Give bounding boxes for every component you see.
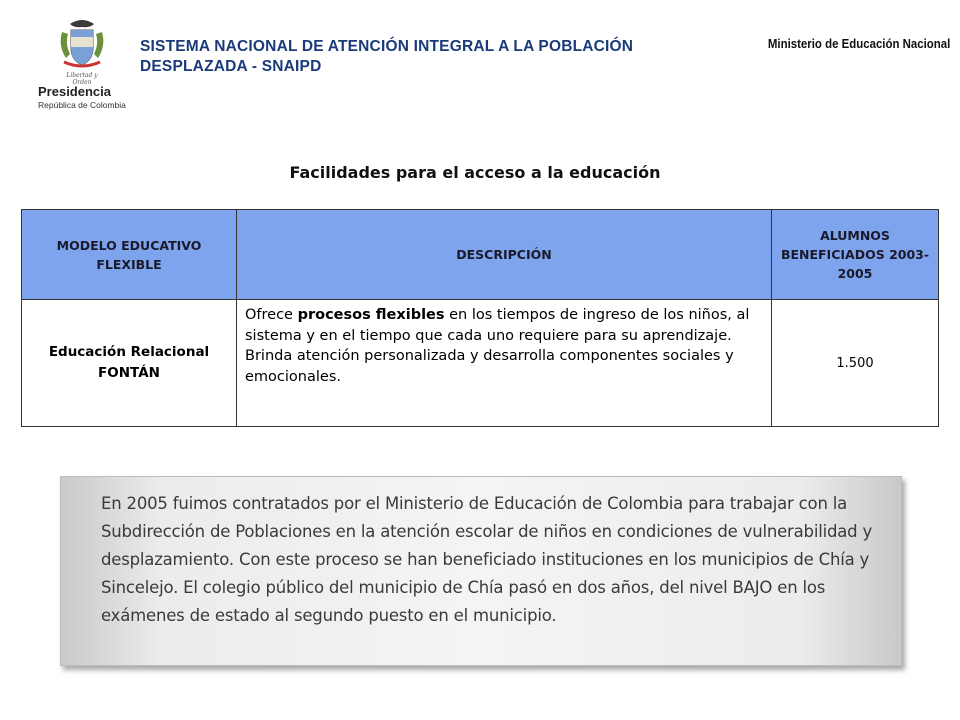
description-text: Ofrece — [245, 307, 298, 323]
education-models-table — [21, 209, 939, 427]
logo-title: Presidencia — [38, 84, 111, 99]
model-cell: Educación Relacional FONTÁN — [22, 300, 237, 427]
project-summary-box — [60, 476, 902, 666]
column-header-model: MODELO EDUCATIVO FLEXIBLE — [22, 210, 237, 300]
logo-subtitle: República de Colombia — [38, 100, 126, 110]
column-header-students: ALUMNOS BENEFICIADOS 2003-2005 — [772, 210, 939, 300]
column-header-description: DESCRIPCIÓN — [237, 210, 772, 300]
project-summary-text: En 2005 fuimos contratados por el Ministerio de Educación de Colombia para trabajar con la Subdirección de Poblaciones en la atención escolar de niños en condiciones de vulnerabilidad y desplazamiento. Con este proceso se han beneficiado instituciones en los municipios de Chía y Sincelejo. El colegio público del municipio de Chía pasó en dos años, del nivel BAJO en los exámenes de estado al segundo puesto en el municipio. — [101, 494, 873, 625]
page-title: Facilidades para el acceso a la educación — [289, 163, 661, 182]
description-highlight: procesos flexibles — [297, 307, 445, 323]
description-cell — [237, 300, 772, 427]
students-cell: 1.500 — [772, 300, 939, 427]
ministry-name: Ministerio de Educación Nacional — [767, 36, 950, 51]
presidencia-logo — [34, 18, 130, 114]
table-row — [22, 300, 939, 427]
system-title: SISTEMA NACIONAL DE ATENCIÓN INTEGRAL A LA POBLACIÓN DESPLAZADA - SNAIPD — [140, 38, 634, 75]
description-text-rest: en los tiempos de ingreso de los niños, al sistema y en el tiempo que cada uno requiere para su aprendizaje. Brinda atención personalizada y desarrolla componentes sociales y emocionales. — [245, 307, 750, 385]
coat-of-arms-icon — [56, 18, 108, 70]
logo-motto: Libertad y Orden — [66, 72, 98, 86]
table-header-row — [22, 210, 939, 300]
